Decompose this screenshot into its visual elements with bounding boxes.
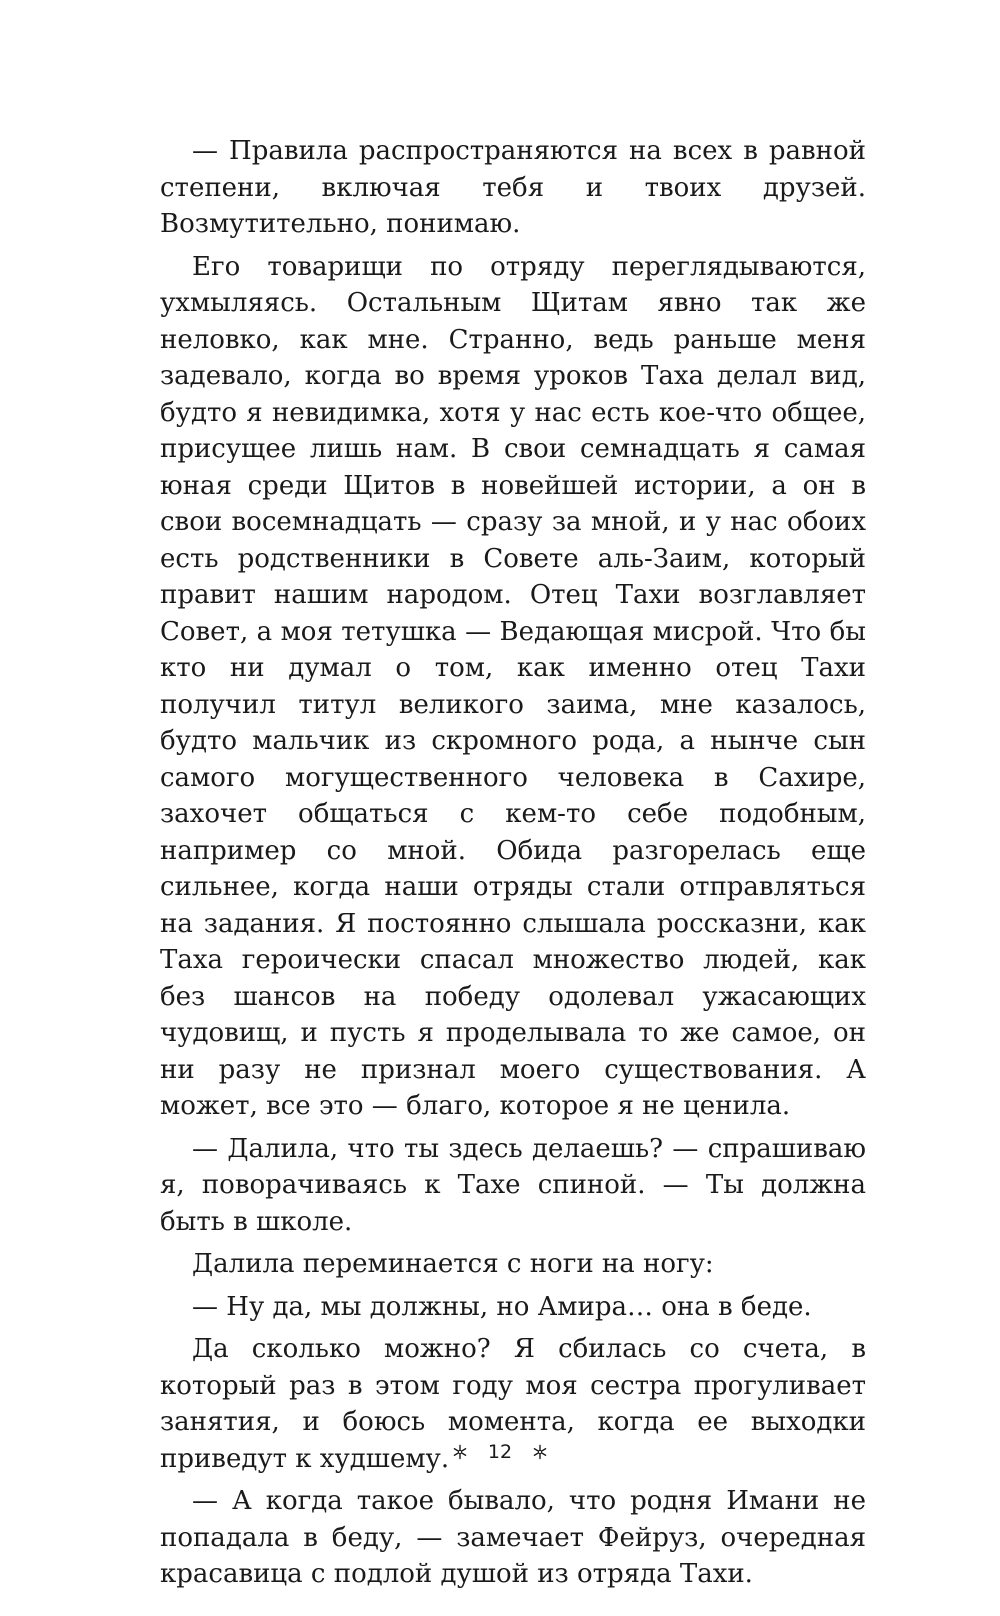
- paragraph: — Далила, что ты здесь делаешь? — спрашиваю я, поворачиваясь к Тахе спиной. — Ты должна быть в школе.: [160, 1133, 866, 1237]
- paragraph: — Ну да, мы должны, но Амира… она в беде.: [192, 1291, 812, 1322]
- paragraph: Далила переминается с ноги на ногу:: [192, 1249, 714, 1279]
- page-footer: [0, 1440, 1000, 1463]
- paragraph: — Правила распространяются на всех в равной степени, включая тебя и твоих друзей. Возмутительно, понимаю.: [160, 136, 866, 239]
- paragraph: — А когда такое бывало, что родня Имани не попадала в беду, — замечает Фейруз, очередная красавица с подлой душой из отряда Тахи.: [160, 1486, 866, 1589]
- body-text: [160, 133, 866, 1599]
- star-ornament-icon: [532, 1444, 548, 1460]
- paragraph: Его товарищи по отряду переглядываются, ухмыляясь. Остальным Щитам явно так же неловко, как мне. Странно, ведь раньше меня задевало, когда во время уроков Таха делал вид, будто я невидимка, хотя у нас есть кое-что общее, присущее лишь нам. В свои семнадцать я самая юная среди Щитов в новейшей истории, а он в свои восемнадцать — сразу за мной, и у нас обоих есть родственники в Совете аль-Заим, который правит нашим народом. Отец Тахи возглавляет Совет, а моя тетушка — Ведающая мисрой. Что бы кто ни думал о том, как именно отец Тахи получил титул великого заима, мне казалось, будто мальчик из скромного рода, а нынче сын самого могущественного человека в Сахире, захочет общаться с кем-то себе подобным, например со мной. Обида разгорелась еще сильнее, когда наши отряды стали отправляться на задания. Я постоянно слышала россказни, как Таха героически спасал множество людей, как без шансов на победу одолевал ужасающих чудовищ, и пусть я проделывала то же самое, он ни разу не признал моего существования. А может, все это — благо, которое я не ценила.: [160, 251, 866, 1121]
- page-number: 12: [487, 1440, 513, 1463]
- star-ornament-icon: [452, 1444, 468, 1460]
- paragraph: Да сколько можно? Я сбилась со счета, в который раз в этом году моя сестра прогуливает занятия, и боюсь момента, когда ее выходки приведут к худшему.: [160, 1334, 866, 1474]
